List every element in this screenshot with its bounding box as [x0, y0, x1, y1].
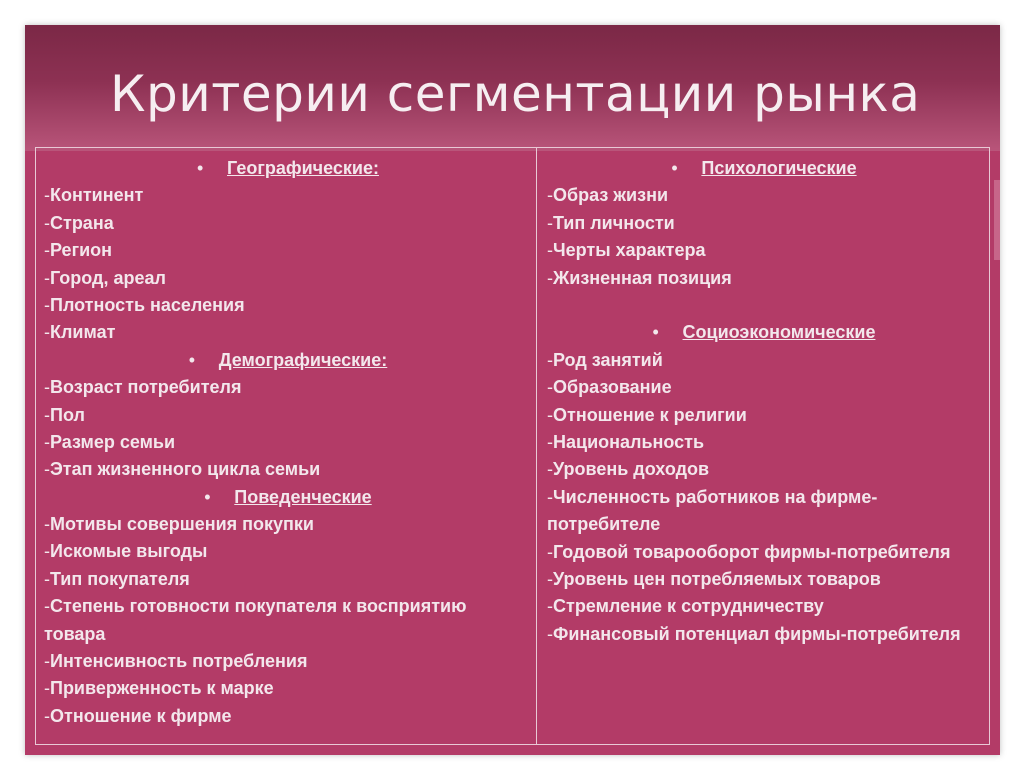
list-item: -Род занятий [547, 349, 663, 370]
list-item: -Финансовый потенциал фирмы-потребителя [547, 623, 961, 644]
slide-title: Критерии сегментации рынка [110, 65, 921, 123]
list-item: -Стремление к сотрудничеству [547, 596, 824, 617]
section-heading: • Социоэкономические [547, 319, 981, 346]
list-item: -Годовой товарооборот фирмы-потребителя [547, 541, 951, 562]
slide [25, 25, 1000, 755]
list-item: -Жизненная позиция [547, 267, 732, 288]
list-item: -Этап жизненного цикла семьи [44, 459, 321, 480]
section-heading: • Психологические [547, 155, 981, 182]
list-item: -Тип личности [547, 212, 675, 233]
list-item: -Образование [547, 377, 672, 398]
bullet-icon: • [204, 486, 211, 507]
list-item: -Приверженность к марке [44, 678, 274, 699]
list-item: -Интенсивность потребления [44, 651, 308, 672]
left-column [36, 148, 537, 744]
list-item: -Континент [44, 185, 144, 206]
list-item: -Климат [44, 322, 116, 343]
bullet-icon: • [188, 349, 196, 370]
spacer [547, 292, 981, 319]
list-item: -Плотность населения [44, 294, 245, 315]
section-heading: • Демографические: [44, 347, 532, 374]
list-item: -Регион [44, 240, 112, 261]
criteria-table [35, 147, 990, 745]
decorative-accent [994, 180, 1000, 260]
list-item: -Уровень доходов [547, 459, 710, 480]
section-heading: • Поведенческие [44, 484, 532, 511]
list-item: -Страна [44, 212, 114, 233]
list-item: -Город, ареал [44, 267, 166, 288]
bullet-icon: • [671, 158, 678, 178]
list-item: -Численность работников на фирме-потребителе [547, 486, 878, 535]
list-item: -Искомые выгоды [44, 541, 208, 562]
bullet-icon: • [652, 322, 659, 343]
list-item: -Степень готовности покупателя к восприятию товара [44, 596, 467, 644]
list-item: -Отношение к религии [547, 404, 747, 425]
list-item: -Возраст потребителя [44, 377, 242, 398]
list-item: -Пол [44, 404, 85, 425]
list-item: -Отношение к фирме [44, 705, 232, 726]
list-item: -Размер семьи [44, 431, 176, 452]
list-item: -Черты характера [547, 240, 706, 261]
section-heading: • Географические: [44, 155, 532, 182]
list-item: -Образ жизни [547, 185, 669, 206]
list-item: -Уровень цен потребляемых товаров [547, 568, 881, 589]
bullet-icon: • [197, 158, 204, 178]
list-item: -Мотивы совершения покупки [44, 514, 314, 535]
right-column [537, 148, 989, 744]
list-item: -Тип покупателя [44, 568, 190, 589]
title-band [25, 25, 1000, 151]
list-item: -Национальность [547, 431, 705, 452]
